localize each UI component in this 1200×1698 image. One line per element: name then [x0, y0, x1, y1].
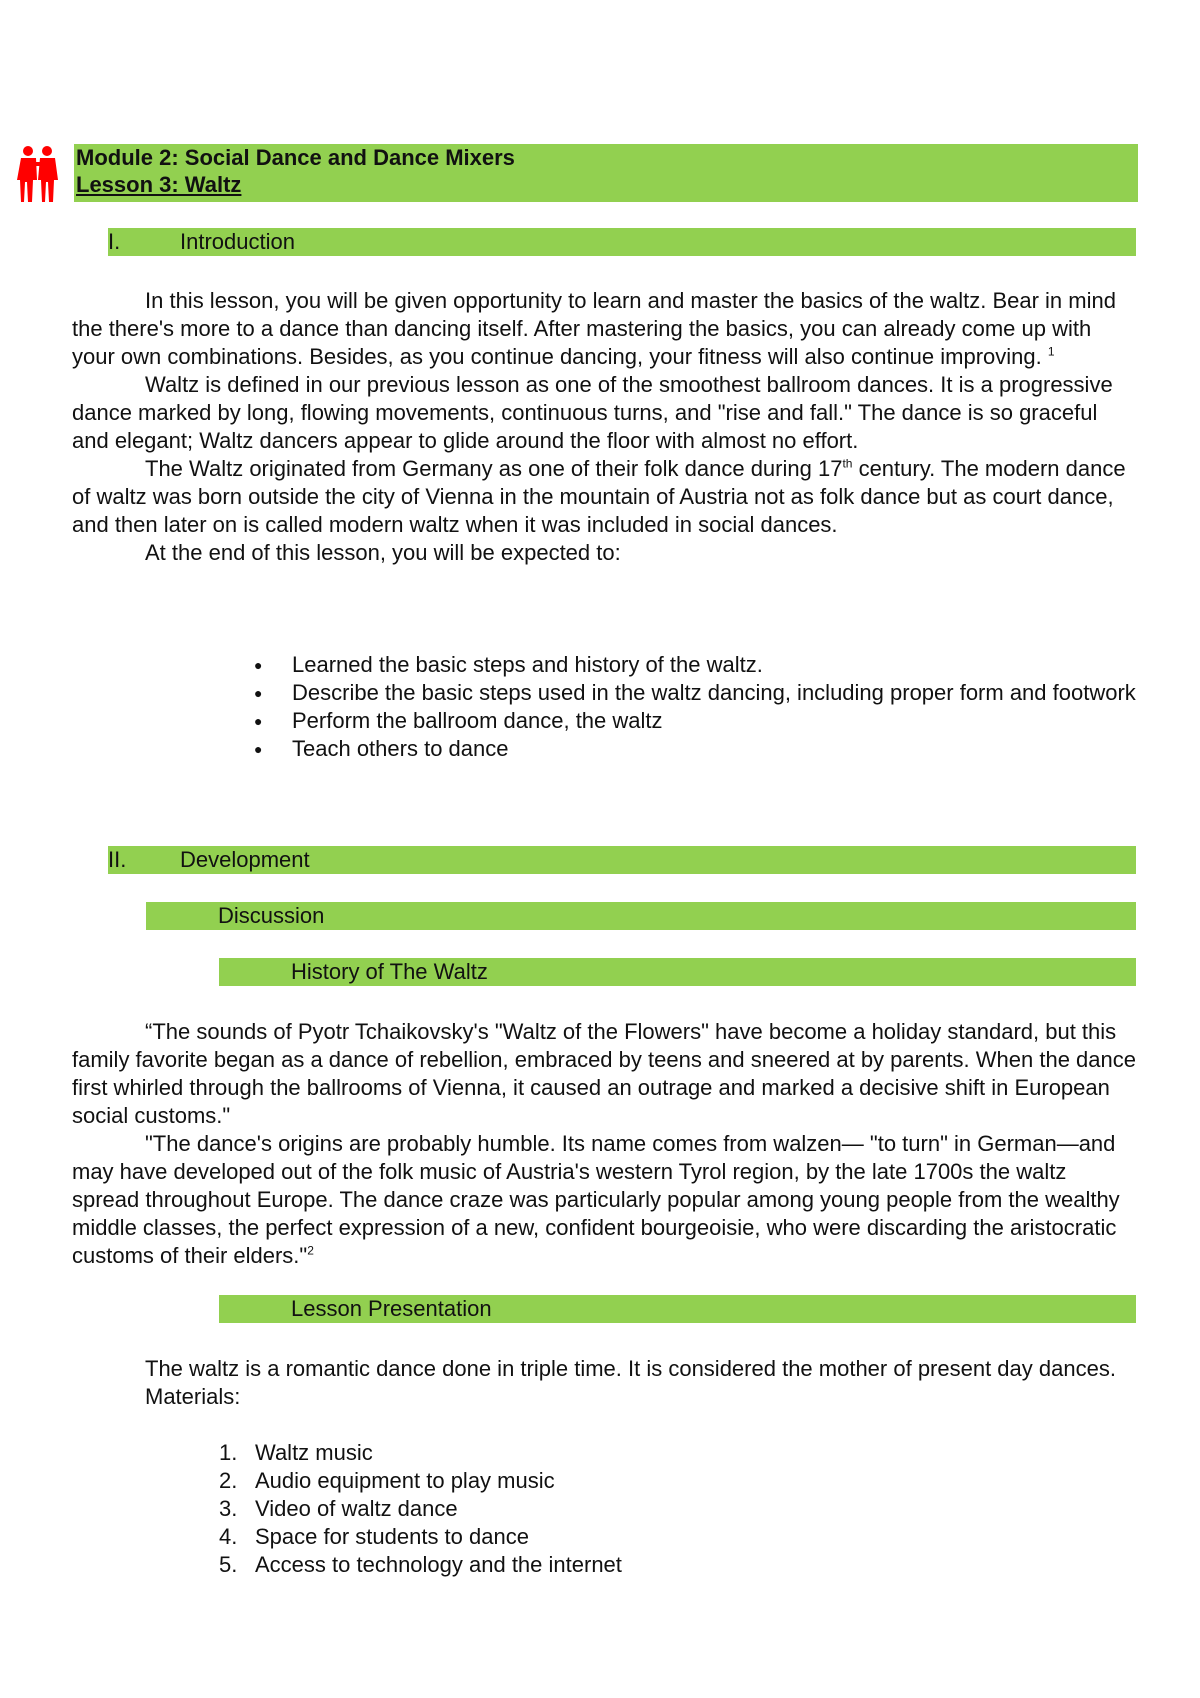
- paragraph: The Waltz originated from Germany as one of their folk dance during 17th century. The modern dance of waltz was born outside the city of Vienna in the mountain of Austria not as folk dance but as court dance, and then later on is called modern waltz when it was included in social dances.: [72, 456, 1126, 537]
- section-heading-introduction: [108, 228, 1136, 256]
- list-item: ● Learned the basic steps and history of the waltz.: [292, 651, 1136, 679]
- paragraph: Waltz is defined in our previous lesson as one of the smoothest ballroom dances. It is a progressive dance marked by long, flowing movements, continuous turns, and "rise and fall." The dance is so graceful and elegant; Waltz dancers appear to glide around the floor with almost no effort.: [72, 372, 1113, 453]
- list-item: ● Describe the basic steps used in the waltz dancing, including proper form and footwork: [292, 679, 1136, 707]
- objectives-list: [292, 651, 1136, 763]
- footnote-ref: 2: [307, 1243, 314, 1258]
- subheading-history: History of The Waltz: [219, 958, 1136, 986]
- list-item: ● Teach others to dance: [292, 735, 1136, 763]
- paragraph: At the end of this lesson, you will be expected to:: [145, 540, 621, 565]
- subheading-discussion: Discussion: [146, 902, 1136, 930]
- lesson-title: Lesson 3: Waltz: [76, 172, 242, 197]
- list-item: 2. Audio equipment to play music: [219, 1468, 555, 1493]
- history-body: [72, 1018, 1136, 1270]
- section-number: II.: [108, 847, 127, 872]
- list-item: 5. Access to technology and the internet: [219, 1552, 622, 1577]
- subheading-lesson-presentation: Lesson Presentation: [219, 1295, 1136, 1323]
- section-title: Development: [180, 847, 310, 872]
- introduction-body: [72, 287, 1136, 567]
- list-item: 4. Space for students to dance: [219, 1524, 529, 1549]
- paragraph: In this lesson, you will be given opportunity to learn and master the basics of the waltz. Bear in mind the there's more to a dance than dancing itself. After mastering the basics, you can already come up with your own combinations. Besides, as you continue dancing, your fitness will also continue improving. $^1$: [72, 288, 1116, 369]
- list-item: ● Perform the ballroom dance, the waltz: [292, 707, 1136, 735]
- footnote-ref: 1: [1047, 344, 1055, 359]
- list-item: 1. Waltz music: [219, 1440, 373, 1465]
- presentation-body: [72, 1355, 1136, 1411]
- module-title-block: [74, 144, 1138, 202]
- module-title: Module 2: Social Dance and Dance Mixers: [76, 145, 515, 170]
- section-title: Introduction: [180, 229, 295, 254]
- list-item: 3. Video of waltz dance: [219, 1496, 458, 1521]
- paragraph: The waltz is a romantic dance done in triple time. It is considered the mother of present day dances.: [145, 1356, 1116, 1381]
- quote-paragraph: “The sounds of Pyotr Tchaikovsky's "Waltz of the Flowers" have become a holiday standard, but this family favorite began as a dance of rebellion, embraced by teens and sneered at by parents. When the dance first whirled through the ballrooms of Vienna, it caused an outrage and marked a decisive shift in European social customs.": [72, 1019, 1136, 1128]
- quote-paragraph: "The dance's origins are probably humble. Its name comes from walzen— "to turn" in German—and may have developed out of the folk music of Austria's western Tyrol region, by the late 1700s the waltz spread throughout Europe. The dance craze was particularly popular among young people from the wealthy middle classes, the perfect expression of a new, confident bourgeoisie, who were discarding the aristocratic customs of their elders."$^2$: [72, 1131, 1120, 1268]
- section-number: I.: [108, 229, 121, 254]
- materials-label: Materials:: [145, 1384, 241, 1409]
- section-heading-development: [108, 846, 1136, 874]
- two-dancers-icon: [16, 144, 60, 204]
- materials-list: [219, 1439, 1135, 1579]
